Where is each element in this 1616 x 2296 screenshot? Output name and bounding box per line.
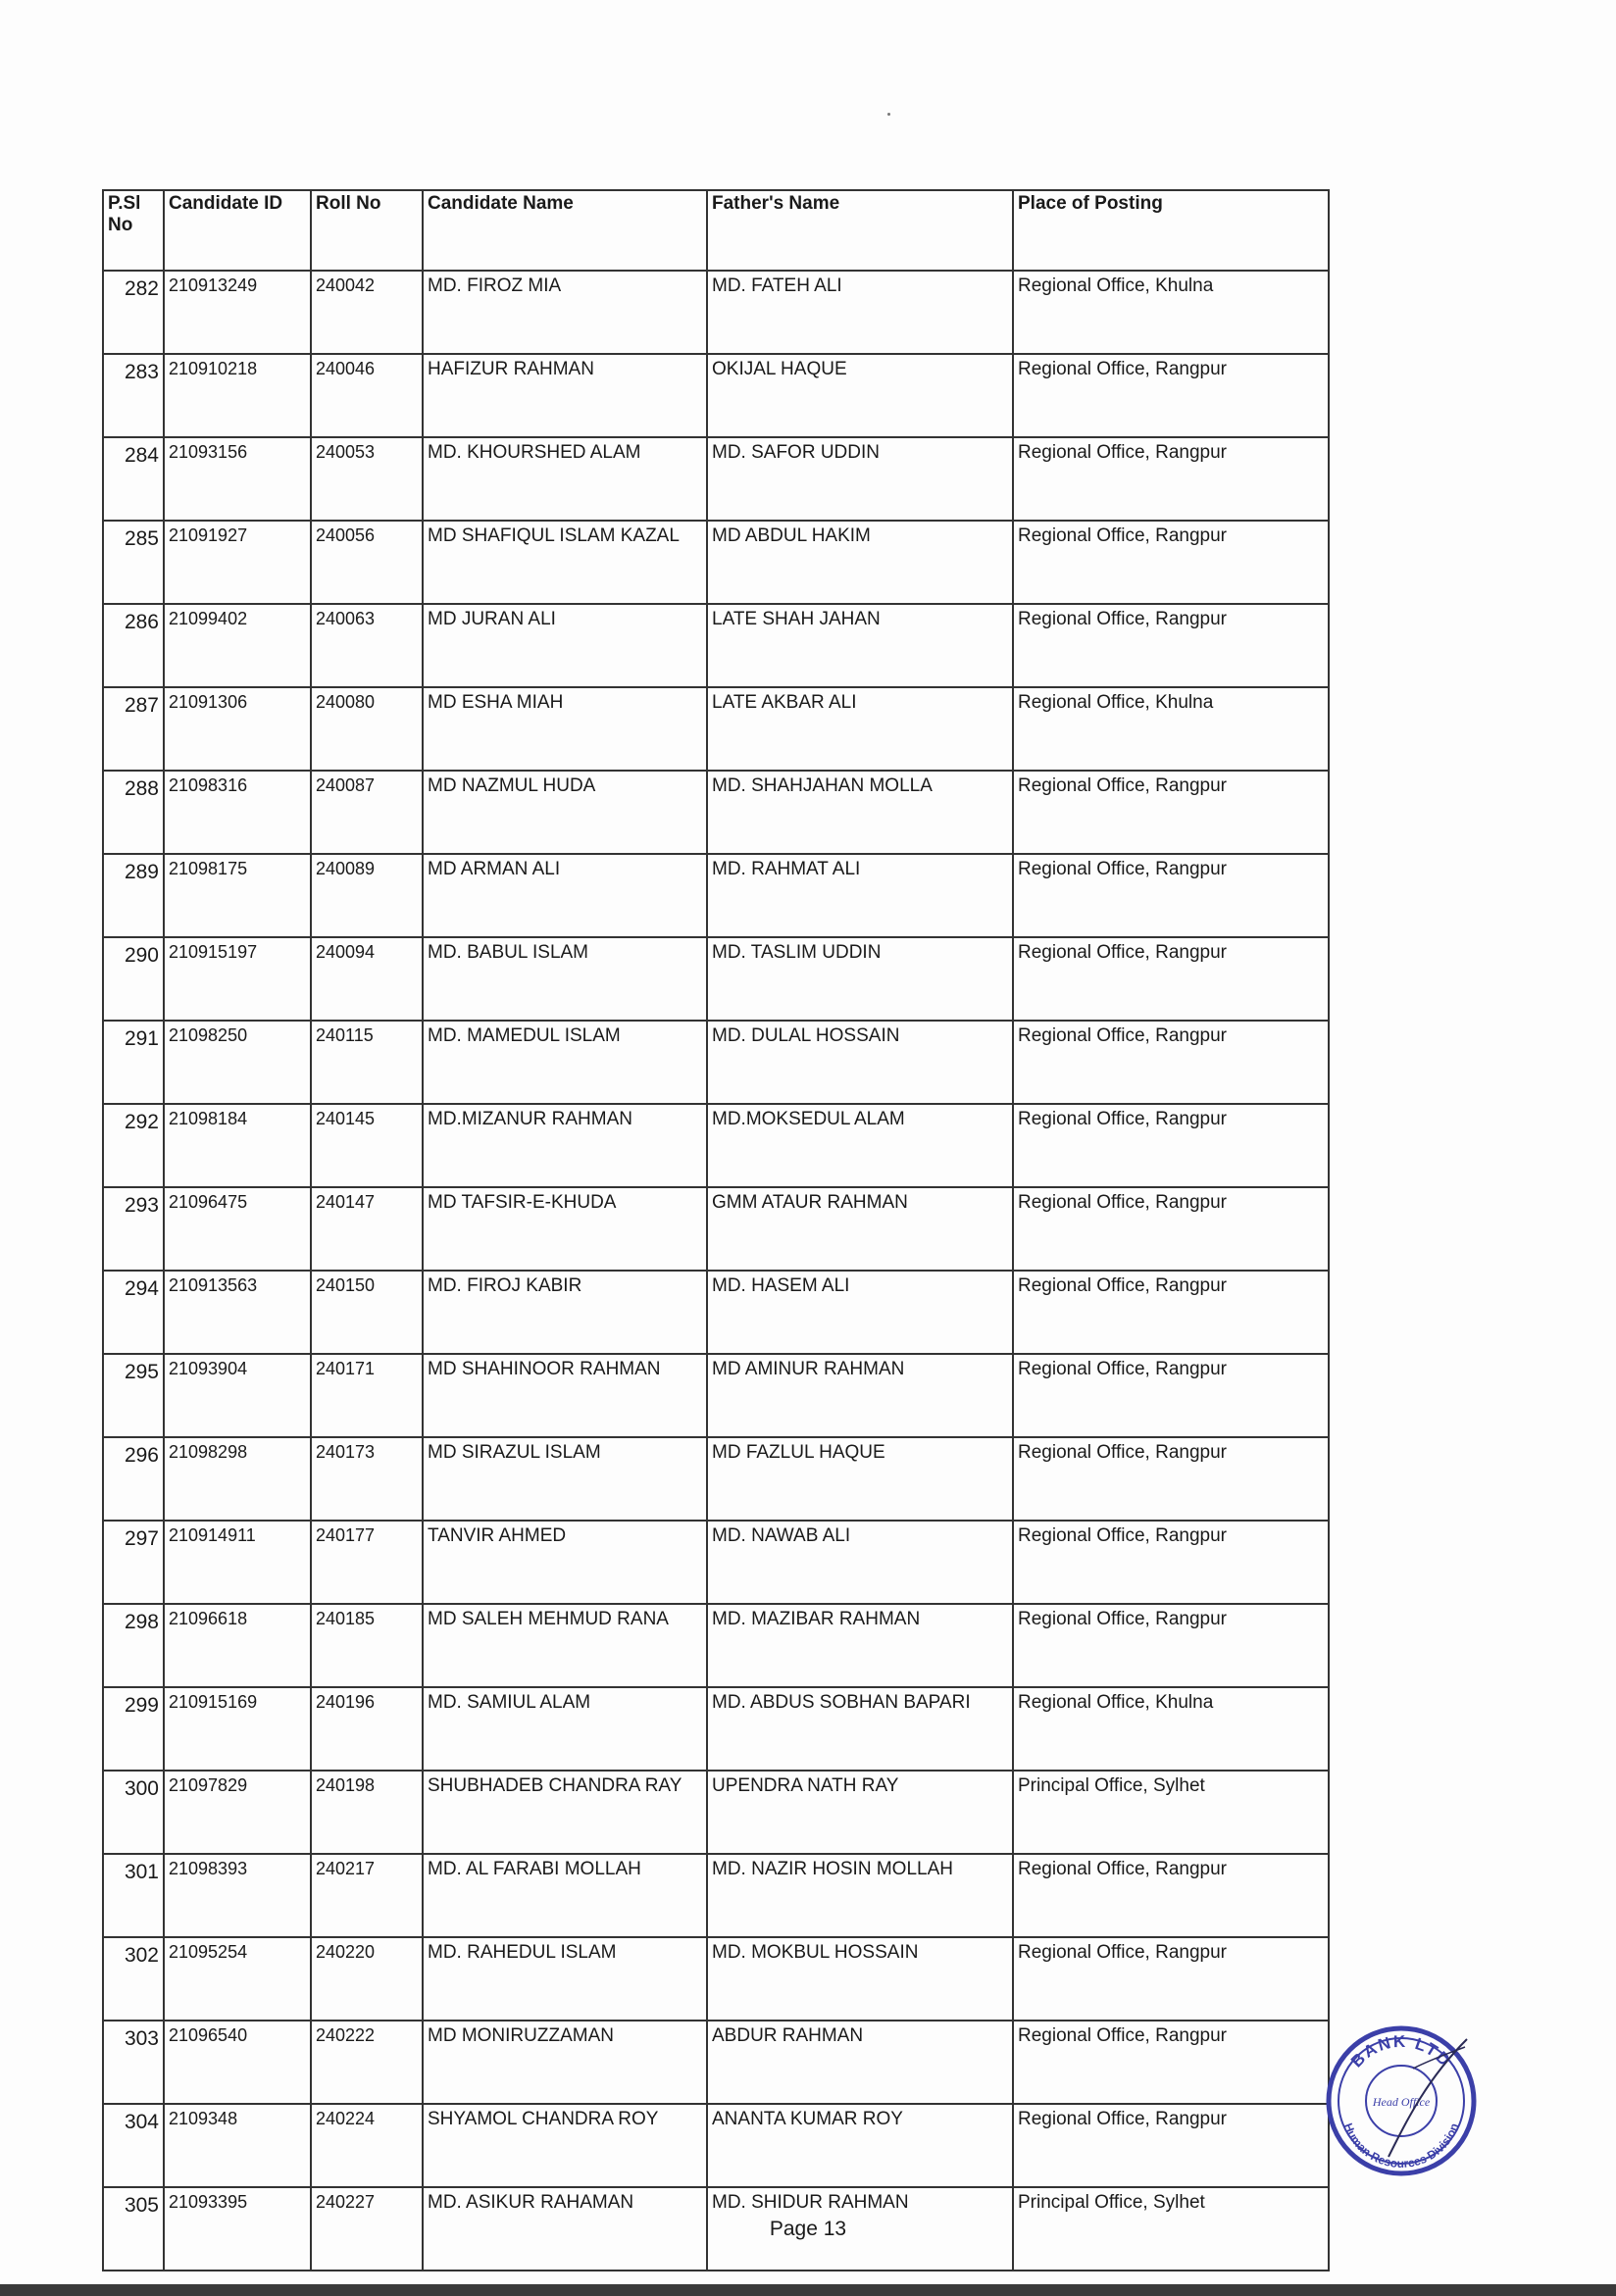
candidate-name-cell: TANVIR AHMED — [423, 1521, 707, 1604]
place-of-posting-cell: Regional Office, Rangpur — [1013, 1521, 1329, 1604]
candidate-name-cell: SHYAMOL CHANDRA ROY — [423, 2104, 707, 2187]
sl-cell: 292 — [103, 1104, 164, 1187]
place-of-posting-cell: Regional Office, Rangpur — [1013, 1937, 1329, 2021]
sl-cell: 288 — [103, 771, 164, 854]
table-row — [103, 2021, 1329, 2104]
candidate-id-cell: 21098250 — [164, 1021, 311, 1104]
fathers-name-cell: MD. TASLIM UDDIN — [707, 937, 1013, 1021]
roll-no-cell: 240198 — [311, 1771, 423, 1854]
candidate-name-cell: MD ARMAN ALI — [423, 854, 707, 937]
place-of-posting-cell: Regional Office, Rangpur — [1013, 854, 1329, 937]
roll-no-cell: 240196 — [311, 1687, 423, 1771]
candidate-id-cell: 21091306 — [164, 687, 311, 771]
candidate-name-cell: MD SIRAZUL ISLAM — [423, 1437, 707, 1521]
candidate-id-cell: 21096618 — [164, 1604, 311, 1687]
fathers-name-cell: MD. DULAL HOSSAIN — [707, 1021, 1013, 1104]
place-of-posting-cell: Regional Office, Rangpur — [1013, 604, 1329, 687]
fathers-name-cell: MD. MAZIBAR RAHMAN — [707, 1604, 1013, 1687]
candidate-id-cell: 21093904 — [164, 1354, 311, 1437]
table-row — [103, 687, 1329, 771]
roll-no-cell: 240145 — [311, 1104, 423, 1187]
sl-cell: 299 — [103, 1687, 164, 1771]
table-row — [103, 1604, 1329, 1687]
candidate-name-cell: MD. AL FARABI MOLLAH — [423, 1854, 707, 1937]
roll-no-cell: 240087 — [311, 771, 423, 854]
candidate-name-cell: MD JURAN ALI — [423, 604, 707, 687]
sl-cell: 301 — [103, 1854, 164, 1937]
scan-speck — [887, 113, 890, 116]
seal-text-bottom: Human Resources Division — [1340, 2121, 1462, 2171]
sl-cell: 300 — [103, 1771, 164, 1854]
sl-cell: 284 — [103, 437, 164, 521]
roll-no-cell: 240147 — [311, 1187, 423, 1271]
sl-cell: 291 — [103, 1021, 164, 1104]
place-of-posting-cell: Regional Office, Rangpur — [1013, 937, 1329, 1021]
bank-seal-stamp-icon — [1320, 2020, 1483, 2182]
roll-no-cell: 240063 — [311, 604, 423, 687]
candidate-name-cell: MD. KHOURSHED ALAM — [423, 437, 707, 521]
place-of-posting-cell: Regional Office, Rangpur — [1013, 771, 1329, 854]
header-candidate-id: Candidate ID — [164, 190, 311, 271]
table-header-row — [103, 190, 1329, 271]
roll-no-cell: 240177 — [311, 1521, 423, 1604]
table-row — [103, 521, 1329, 604]
table-row — [103, 604, 1329, 687]
place-of-posting-cell: Regional Office, Rangpur — [1013, 1354, 1329, 1437]
table-row — [103, 1271, 1329, 1354]
candidate-name-cell: MD SALEH MEHMUD RANA — [423, 1604, 707, 1687]
header-candidate-name: Candidate Name — [423, 190, 707, 271]
roll-no-cell: 240224 — [311, 2104, 423, 2187]
table-row — [103, 854, 1329, 937]
place-of-posting-cell: Regional Office, Rangpur — [1013, 1187, 1329, 1271]
roll-no-cell: 240053 — [311, 437, 423, 521]
scan-edge — [0, 2284, 1616, 2296]
place-of-posting-cell: Principal Office, Sylhet — [1013, 1771, 1329, 1854]
candidate-id-cell: 21093395 — [164, 2187, 311, 2271]
sl-cell: 304 — [103, 2104, 164, 2187]
place-of-posting-cell: Regional Office, Rangpur — [1013, 437, 1329, 521]
sl-cell: 282 — [103, 271, 164, 354]
candidate-name-cell: HAFIZUR RAHMAN — [423, 354, 707, 437]
sl-cell: 283 — [103, 354, 164, 437]
fathers-name-cell: ABDUR RAHMAN — [707, 2021, 1013, 2104]
candidate-name-cell: MD. SAMIUL ALAM — [423, 1687, 707, 1771]
candidate-name-cell: MD SHAFIQUL ISLAM KAZAL — [423, 521, 707, 604]
roll-no-cell: 240171 — [311, 1354, 423, 1437]
candidate-id-cell: 210914911 — [164, 1521, 311, 1604]
sl-cell: 302 — [103, 1937, 164, 2021]
fathers-name-cell: MD AMINUR RAHMAN — [707, 1354, 1013, 1437]
sl-cell: 296 — [103, 1437, 164, 1521]
candidate-name-cell: MD ESHA MIAH — [423, 687, 707, 771]
roll-no-cell: 240217 — [311, 1854, 423, 1937]
candidate-posting-table — [102, 189, 1330, 2271]
page-number: Page 13 — [769, 2218, 847, 2240]
sl-cell: 298 — [103, 1604, 164, 1687]
table-row — [103, 1687, 1329, 1771]
table-row — [103, 1771, 1329, 1854]
roll-no-cell: 240173 — [311, 1437, 423, 1521]
table-row — [103, 2104, 1329, 2187]
header-roll-no: Roll No — [311, 190, 423, 271]
candidate-name-cell: MD. BABUL ISLAM — [423, 937, 707, 1021]
candidate-name-cell: MD TAFSIR-E-KHUDA — [423, 1187, 707, 1271]
table-row — [103, 1104, 1329, 1187]
place-of-posting-cell: Regional Office, Khulna — [1013, 271, 1329, 354]
table-row — [103, 1937, 1329, 2021]
fathers-name-cell: MD.MOKSEDUL ALAM — [707, 1104, 1013, 1187]
candidate-id-cell: 21098184 — [164, 1104, 311, 1187]
candidate-id-cell: 21091927 — [164, 521, 311, 604]
fathers-name-cell: MD. MOKBUL HOSSAIN — [707, 1937, 1013, 2021]
roll-no-cell: 240094 — [311, 937, 423, 1021]
svg-text:Human Resources Division — [1341, 2121, 1462, 2171]
roll-no-cell: 240042 — [311, 271, 423, 354]
header-place-of-posting: Place of Posting — [1013, 190, 1329, 271]
fathers-name-cell: UPENDRA NATH RAY — [707, 1771, 1013, 1854]
candidate-id-cell: 21096540 — [164, 2021, 311, 2104]
place-of-posting-cell: Regional Office, Rangpur — [1013, 1854, 1329, 1937]
fathers-name-cell: MD. SHIDUR RAHMAN — [707, 2187, 1013, 2271]
place-of-posting-cell: Regional Office, Rangpur — [1013, 521, 1329, 604]
sl-cell: 289 — [103, 854, 164, 937]
fathers-name-cell: ANANTA KUMAR ROY — [707, 2104, 1013, 2187]
place-of-posting-cell: Regional Office, Khulna — [1013, 1687, 1329, 1771]
roll-no-cell: 240227 — [311, 2187, 423, 2271]
table-row — [103, 1437, 1329, 1521]
table-row — [103, 1021, 1329, 1104]
header-fathers-name: Father's Name — [707, 190, 1013, 271]
candidate-name-cell: MD. FIROJ KABIR — [423, 1271, 707, 1354]
candidate-id-cell: 210910218 — [164, 354, 311, 437]
candidate-id-cell: 21098316 — [164, 771, 311, 854]
candidate-name-cell: MD.MIZANUR RAHMAN — [423, 1104, 707, 1187]
table-row — [103, 271, 1329, 354]
fathers-name-cell: MD ABDUL HAKIM — [707, 521, 1013, 604]
place-of-posting-cell: Regional Office, Rangpur — [1013, 1021, 1329, 1104]
candidate-id-cell: 21096475 — [164, 1187, 311, 1271]
fathers-name-cell: MD. SAFOR UDDIN — [707, 437, 1013, 521]
sl-cell: 303 — [103, 2021, 164, 2104]
sl-cell: 285 — [103, 521, 164, 604]
candidate-name-cell: MD. MAMEDUL ISLAM — [423, 1021, 707, 1104]
candidate-id-cell: 21097829 — [164, 1771, 311, 1854]
candidate-id-cell: 21098298 — [164, 1437, 311, 1521]
fathers-name-cell: LATE AKBAR ALI — [707, 687, 1013, 771]
fathers-name-cell: MD. HASEM ALI — [707, 1271, 1013, 1354]
candidate-id-cell: 2109348 — [164, 2104, 311, 2187]
place-of-posting-cell: Regional Office, Rangpur — [1013, 1604, 1329, 1687]
sl-cell: 297 — [103, 1521, 164, 1604]
roll-no-cell: 240056 — [311, 521, 423, 604]
candidate-id-cell: 210913563 — [164, 1271, 311, 1354]
table-row — [103, 1187, 1329, 1271]
sl-cell: 287 — [103, 687, 164, 771]
candidate-name-cell: MD. FIROZ MIA — [423, 271, 707, 354]
candidate-id-cell: 21098175 — [164, 854, 311, 937]
table-row — [103, 437, 1329, 521]
seal-text-center: Head Office — [1372, 2095, 1431, 2109]
seal-text-top: BANK LTD — [1347, 2031, 1455, 2071]
header-sl-no: P.Sl No — [103, 190, 164, 271]
candidate-id-cell: 21099402 — [164, 604, 311, 687]
place-of-posting-cell: Regional Office, Rangpur — [1013, 2104, 1329, 2187]
roll-no-cell: 240185 — [311, 1604, 423, 1687]
place-of-posting-cell: Regional Office, Rangpur — [1013, 354, 1329, 437]
fathers-name-cell: MD. ABDUS SOBHAN BAPARI — [707, 1687, 1013, 1771]
candidate-id-cell: 21095254 — [164, 1937, 311, 2021]
table-row — [103, 1854, 1329, 1937]
fathers-name-cell: OKIJAL HAQUE — [707, 354, 1013, 437]
candidate-name-cell: SHUBHADEB CHANDRA RAY — [423, 1771, 707, 1854]
candidate-name-cell: MD NAZMUL HUDA — [423, 771, 707, 854]
place-of-posting-cell: Principal Office, Sylhet — [1013, 2187, 1329, 2271]
candidate-id-cell: 21098393 — [164, 1854, 311, 1937]
sl-cell: 290 — [103, 937, 164, 1021]
sl-cell: 293 — [103, 1187, 164, 1271]
place-of-posting-cell: Regional Office, Rangpur — [1013, 1271, 1329, 1354]
roll-no-cell: 240089 — [311, 854, 423, 937]
place-of-posting-cell: Regional Office, Rangpur — [1013, 1437, 1329, 1521]
roll-no-cell: 240220 — [311, 1937, 423, 2021]
table-row — [103, 771, 1329, 854]
fathers-name-cell: GMM ATAUR RAHMAN — [707, 1187, 1013, 1271]
sl-cell: 286 — [103, 604, 164, 687]
place-of-posting-cell: Regional Office, Rangpur — [1013, 2021, 1329, 2104]
fathers-name-cell: LATE SHAH JAHAN — [707, 604, 1013, 687]
candidate-id-cell: 210913249 — [164, 271, 311, 354]
roll-no-cell: 240222 — [311, 2021, 423, 2104]
place-of-posting-cell: Regional Office, Rangpur — [1013, 1104, 1329, 1187]
candidate-name-cell: MD MONIRUZZAMAN — [423, 2021, 707, 2104]
candidate-id-cell: 210915197 — [164, 937, 311, 1021]
candidate-name-cell: MD. ASIKUR RAHAMAN — [423, 2187, 707, 2271]
candidate-name-cell: MD SHAHINOOR RAHMAN — [423, 1354, 707, 1437]
table-body — [103, 271, 1329, 2271]
place-of-posting-cell: Regional Office, Khulna — [1013, 687, 1329, 771]
roll-no-cell: 240080 — [311, 687, 423, 771]
sl-cell: 294 — [103, 1271, 164, 1354]
candidate-id-cell: 210915169 — [164, 1687, 311, 1771]
roll-no-cell: 240115 — [311, 1021, 423, 1104]
candidate-id-cell: 21093156 — [164, 437, 311, 521]
table-row — [103, 937, 1329, 1021]
fathers-name-cell: MD. RAHMAT ALI — [707, 854, 1013, 937]
candidate-name-cell: MD. RAHEDUL ISLAM — [423, 1937, 707, 2021]
sl-cell: 305 — [103, 2187, 164, 2271]
fathers-name-cell: MD. FATEH ALI — [707, 271, 1013, 354]
fathers-name-cell: MD. NAWAB ALI — [707, 1521, 1013, 1604]
fathers-name-cell: MD FAZLUL HAQUE — [707, 1437, 1013, 1521]
roll-no-cell: 240150 — [311, 1271, 423, 1354]
sl-cell: 295 — [103, 1354, 164, 1437]
table-row — [103, 1521, 1329, 1604]
table-row — [103, 354, 1329, 437]
table-row — [103, 1354, 1329, 1437]
fathers-name-cell: MD. SHAHJAHAN MOLLA — [707, 771, 1013, 854]
roll-no-cell: 240046 — [311, 354, 423, 437]
fathers-name-cell: MD. NAZIR HOSIN MOLLAH — [707, 1854, 1013, 1937]
